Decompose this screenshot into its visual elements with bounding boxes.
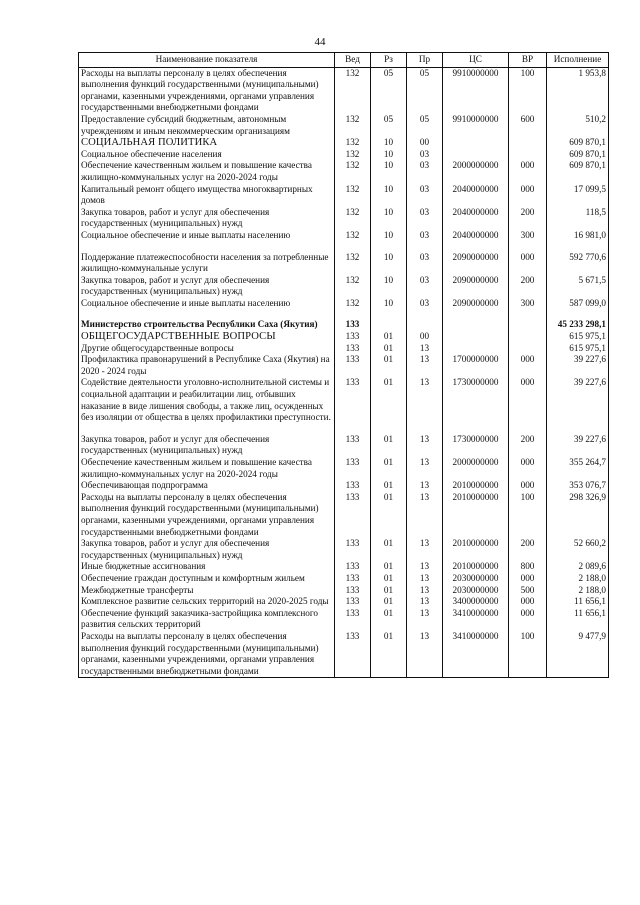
cell-rz: 10 bbox=[371, 160, 407, 183]
cell-ved: 132 bbox=[335, 298, 371, 310]
table-row bbox=[79, 434, 609, 457]
cell-name: Обеспечивающая подпрограмма bbox=[79, 480, 335, 492]
spacer-row bbox=[79, 242, 609, 252]
cell-name: Иные бюджетные ассигнования bbox=[79, 561, 335, 573]
cell-exec: 16 981,0 bbox=[547, 230, 609, 242]
cell-ved: 133 bbox=[335, 319, 371, 331]
table-row bbox=[79, 160, 609, 183]
table-row bbox=[79, 252, 609, 275]
cell-cs: 2010000000 bbox=[443, 538, 509, 561]
cell-cs: 1730000000 bbox=[443, 377, 509, 423]
cell-name: Содействие деятельности уголовно-исполнительной системы и социальной адаптации и реабилитации лиц, отбывших наказание в виде лишения свободы, а также лиц, осужденных без изоляции от общества в целях профилактики преступности. bbox=[79, 377, 335, 423]
table-row bbox=[79, 343, 609, 355]
cell-rz: 10 bbox=[371, 207, 407, 230]
cell-name: Закупка товаров, работ и услуг для обеспечения государственных (муниципальных) нужд bbox=[79, 538, 335, 561]
cell-exec: 298 326,9 bbox=[547, 492, 609, 538]
cell-exec: 510,2 bbox=[547, 114, 609, 137]
cell-vr: 200 bbox=[509, 275, 547, 298]
cell-vr: 000 bbox=[509, 573, 547, 585]
table-row bbox=[79, 631, 609, 678]
cell-ved: 132 bbox=[335, 67, 371, 114]
cell-name: Другие общегосударственные вопросы bbox=[79, 343, 335, 355]
header-ved: Вед bbox=[335, 53, 371, 68]
cell-exec: 9 477,9 bbox=[547, 631, 609, 678]
cell-pr: 13 bbox=[407, 631, 443, 678]
cell-name: Закупка товаров, работ и услуг для обеспечения государственных (муниципальных) нужд bbox=[79, 207, 335, 230]
cell-ved: 132 bbox=[335, 252, 371, 275]
cell-pr: 05 bbox=[407, 114, 443, 137]
cell-name: Социальное обеспечение населения bbox=[79, 149, 335, 161]
cell-exec: 1 953,8 bbox=[547, 67, 609, 114]
cell-cs: 9910000000 bbox=[443, 114, 509, 137]
cell-cs: 2030000000 bbox=[443, 573, 509, 585]
cell-rz: 01 bbox=[371, 343, 407, 355]
cell-exec: 592 770,6 bbox=[547, 252, 609, 275]
cell-name: ОБЩЕГОСУДАРСТВЕННЫЕ ВОПРОСЫ bbox=[79, 331, 335, 343]
cell-ved: 133 bbox=[335, 331, 371, 343]
cell-cs: 2010000000 bbox=[443, 561, 509, 573]
cell-rz: 10 bbox=[371, 137, 407, 149]
table-row bbox=[79, 298, 609, 310]
cell-cs bbox=[443, 343, 509, 355]
cell-cs: 1700000000 bbox=[443, 354, 509, 377]
cell-cs bbox=[443, 137, 509, 149]
cell-ved: 132 bbox=[335, 207, 371, 230]
cell-name: Обеспечение граждан доступным и комфортным жильем bbox=[79, 573, 335, 585]
table-row bbox=[79, 538, 609, 561]
cell-vr: 100 bbox=[509, 492, 547, 538]
cell-cs: 2090000000 bbox=[443, 275, 509, 298]
cell-exec: 615 975,1 bbox=[547, 343, 609, 355]
cell-pr: 13 bbox=[407, 608, 443, 631]
cell-pr: 03 bbox=[407, 298, 443, 310]
cell-ved: 133 bbox=[335, 585, 371, 597]
cell-cs: 2030000000 bbox=[443, 585, 509, 597]
cell-name: Закупка товаров, работ и услуг для обеспечения государственных (муниципальных) нужд bbox=[79, 275, 335, 298]
cell-name: Расходы на выплаты персоналу в целях обеспечения выполнения функций государственными (муниципальными) органами, казенными учреждениями, органами управления государственными внебюджетными фондами bbox=[79, 492, 335, 538]
cell-pr bbox=[407, 319, 443, 331]
cell-name: Социальное обеспечение и иные выплаты населению bbox=[79, 230, 335, 242]
cell-pr: 13 bbox=[407, 492, 443, 538]
cell-vr: 000 bbox=[509, 457, 547, 480]
cell-ved: 133 bbox=[335, 354, 371, 377]
cell-vr: 000 bbox=[509, 354, 547, 377]
cell-ved: 132 bbox=[335, 114, 371, 137]
cell-pr: 13 bbox=[407, 561, 443, 573]
cell-name: СОЦИАЛЬНАЯ ПОЛИТИКА bbox=[79, 137, 335, 149]
cell-pr: 13 bbox=[407, 596, 443, 608]
cell-vr: 000 bbox=[509, 377, 547, 423]
cell-exec: 39 227,6 bbox=[547, 377, 609, 423]
cell-ved: 132 bbox=[335, 275, 371, 298]
page-number: 44 bbox=[314, 36, 326, 48]
header-name: Наименование показателя bbox=[79, 53, 335, 68]
cell-rz: 01 bbox=[371, 561, 407, 573]
cell-rz: 01 bbox=[371, 492, 407, 538]
cell-rz: 01 bbox=[371, 480, 407, 492]
cell-vr: 000 bbox=[509, 596, 547, 608]
cell-cs: 3410000000 bbox=[443, 608, 509, 631]
table-row bbox=[79, 137, 609, 149]
cell-ved: 132 bbox=[335, 184, 371, 207]
cell-rz: 10 bbox=[371, 149, 407, 161]
cell-cs: 3400000000 bbox=[443, 596, 509, 608]
cell-vr: 300 bbox=[509, 298, 547, 310]
table-row bbox=[79, 585, 609, 597]
cell-cs: 1730000000 bbox=[443, 434, 509, 457]
cell-ved: 132 bbox=[335, 137, 371, 149]
cell-rz: 10 bbox=[371, 230, 407, 242]
cell-cs: 2090000000 bbox=[443, 252, 509, 275]
table-row bbox=[79, 561, 609, 573]
cell-ved: 133 bbox=[335, 631, 371, 678]
budget-table bbox=[78, 52, 609, 678]
cell-name: Обеспечение функций заказчика-застройщика комплексного развития сельских территорий bbox=[79, 608, 335, 631]
cell-name: Обеспечение качественным жильем и повышение качества жилищно-коммунальных услуг на 2020-2024 годы bbox=[79, 160, 335, 183]
cell-vr bbox=[509, 343, 547, 355]
cell-cs: 2040000000 bbox=[443, 184, 509, 207]
cell-vr: 200 bbox=[509, 434, 547, 457]
cell-cs: 3410000000 bbox=[443, 631, 509, 678]
table-body bbox=[79, 67, 609, 678]
cell-cs: 9910000000 bbox=[443, 67, 509, 114]
cell-exec: 609 870,1 bbox=[547, 149, 609, 161]
cell-exec: 609 870,1 bbox=[547, 160, 609, 183]
header-vr: ВР bbox=[509, 53, 547, 68]
cell-pr: 13 bbox=[407, 434, 443, 457]
cell-rz: 01 bbox=[371, 585, 407, 597]
cell-cs: 2090000000 bbox=[443, 298, 509, 310]
cell-vr bbox=[509, 331, 547, 343]
cell-ved: 132 bbox=[335, 149, 371, 161]
cell-cs: 2040000000 bbox=[443, 207, 509, 230]
cell-exec: 39 227,6 bbox=[547, 354, 609, 377]
cell-rz: 01 bbox=[371, 457, 407, 480]
cell-vr: 500 bbox=[509, 585, 547, 597]
table-row bbox=[79, 573, 609, 585]
cell-name: Капитальный ремонт общего имущества многоквартирных домов bbox=[79, 184, 335, 207]
table-row bbox=[79, 377, 609, 423]
cell-pr: 00 bbox=[407, 137, 443, 149]
table-row bbox=[79, 184, 609, 207]
cell-pr: 03 bbox=[407, 149, 443, 161]
cell-ved: 132 bbox=[335, 230, 371, 242]
cell-pr: 05 bbox=[407, 67, 443, 114]
cell-vr bbox=[509, 319, 547, 331]
cell-ved: 133 bbox=[335, 608, 371, 631]
header-exec: Исполнение bbox=[547, 53, 609, 68]
cell-pr: 00 bbox=[407, 331, 443, 343]
cell-name: Социальное обеспечение и иные выплаты населению bbox=[79, 298, 335, 310]
cell-pr: 13 bbox=[407, 480, 443, 492]
cell-name: Расходы на выплаты персоналу в целях обеспечения выполнения функций государственными (муниципальными) органами, казенными учреждениями, органами управления государственными внебюджетными фондами bbox=[79, 67, 335, 114]
cell-vr bbox=[509, 137, 547, 149]
table-row bbox=[79, 480, 609, 492]
cell-ved: 133 bbox=[335, 561, 371, 573]
cell-cs bbox=[443, 149, 509, 161]
cell-rz: 01 bbox=[371, 354, 407, 377]
header-cs: ЦС bbox=[443, 53, 509, 68]
cell-pr: 03 bbox=[407, 160, 443, 183]
cell-pr: 13 bbox=[407, 538, 443, 561]
table-row bbox=[79, 492, 609, 538]
cell-rz: 05 bbox=[371, 114, 407, 137]
cell-pr: 03 bbox=[407, 207, 443, 230]
cell-name: Профилактика правонарушений в Республике Саха (Якутия) на 2020 - 2024 годы bbox=[79, 354, 335, 377]
cell-rz: 10 bbox=[371, 298, 407, 310]
cell-rz: 05 bbox=[371, 67, 407, 114]
cell-exec: 45 233 298,1 bbox=[547, 319, 609, 331]
cell-name: Закупка товаров, работ и услуг для обеспечения государственных (муниципальных) нужд bbox=[79, 434, 335, 457]
cell-exec: 11 656,1 bbox=[547, 596, 609, 608]
cell-vr: 100 bbox=[509, 67, 547, 114]
cell-vr: 000 bbox=[509, 184, 547, 207]
cell-exec: 353 076,7 bbox=[547, 480, 609, 492]
header-rz: Рз bbox=[371, 53, 407, 68]
table-row bbox=[79, 331, 609, 343]
cell-exec: 2 188,0 bbox=[547, 585, 609, 597]
cell-cs: 2040000000 bbox=[443, 230, 509, 242]
cell-vr: 000 bbox=[509, 160, 547, 183]
spacer-row bbox=[79, 309, 609, 319]
cell-vr: 300 bbox=[509, 230, 547, 242]
cell-exec: 11 656,1 bbox=[547, 608, 609, 631]
cell-exec: 355 264,7 bbox=[547, 457, 609, 480]
table-row bbox=[79, 149, 609, 161]
cell-rz: 01 bbox=[371, 631, 407, 678]
cell-ved: 133 bbox=[335, 343, 371, 355]
cell-exec: 52 660,2 bbox=[547, 538, 609, 561]
table-row bbox=[79, 67, 609, 114]
table-row bbox=[79, 319, 609, 331]
cell-ved: 132 bbox=[335, 160, 371, 183]
cell-pr: 13 bbox=[407, 585, 443, 597]
cell-vr: 200 bbox=[509, 207, 547, 230]
cell-exec: 17 099,5 bbox=[547, 184, 609, 207]
cell-exec: 587 099,0 bbox=[547, 298, 609, 310]
cell-vr: 000 bbox=[509, 252, 547, 275]
cell-pr: 13 bbox=[407, 573, 443, 585]
cell-cs bbox=[443, 319, 509, 331]
cell-ved: 133 bbox=[335, 480, 371, 492]
cell-vr: 000 bbox=[509, 608, 547, 631]
cell-ved: 133 bbox=[335, 538, 371, 561]
cell-exec: 39 227,6 bbox=[547, 434, 609, 457]
cell-rz: 01 bbox=[371, 573, 407, 585]
cell-name: Обеспечение качественным жильем и повышение качества жилищно-коммунальных услуг на 2020-2024 годы bbox=[79, 457, 335, 480]
cell-ved: 133 bbox=[335, 573, 371, 585]
cell-exec: 5 671,5 bbox=[547, 275, 609, 298]
cell-pr: 03 bbox=[407, 230, 443, 242]
cell-rz: 01 bbox=[371, 377, 407, 423]
table-row bbox=[79, 207, 609, 230]
cell-cs: 2000000000 bbox=[443, 457, 509, 480]
cell-vr: 800 bbox=[509, 561, 547, 573]
header-pr: Пр bbox=[407, 53, 443, 68]
cell-pr: 13 bbox=[407, 354, 443, 377]
cell-exec: 609 870,1 bbox=[547, 137, 609, 149]
cell-vr: 000 bbox=[509, 480, 547, 492]
cell-ved: 133 bbox=[335, 377, 371, 423]
cell-rz: 10 bbox=[371, 275, 407, 298]
table-header-row bbox=[79, 53, 609, 68]
cell-vr: 600 bbox=[509, 114, 547, 137]
cell-pr: 13 bbox=[407, 377, 443, 423]
table-row bbox=[79, 596, 609, 608]
cell-rz: 01 bbox=[371, 538, 407, 561]
spacer-row bbox=[79, 424, 609, 434]
table-row bbox=[79, 608, 609, 631]
cell-name: Расходы на выплаты персоналу в целях обеспечения выполнения функций государственными (муниципальными) органами, казенными учреждениями, органами управления государственными внебюджетными фондами bbox=[79, 631, 335, 678]
cell-rz: 01 bbox=[371, 331, 407, 343]
cell-rz bbox=[371, 319, 407, 331]
table-row bbox=[79, 457, 609, 480]
cell-vr: 100 bbox=[509, 631, 547, 678]
cell-pr: 03 bbox=[407, 275, 443, 298]
cell-name: Межбюджетные трансферты bbox=[79, 585, 335, 597]
cell-pr: 03 bbox=[407, 252, 443, 275]
cell-rz: 01 bbox=[371, 596, 407, 608]
cell-pr: 13 bbox=[407, 457, 443, 480]
cell-pr: 13 bbox=[407, 343, 443, 355]
cell-name: Поддержание платежеспособности населения за потребленные жилищно-коммунальные услуги bbox=[79, 252, 335, 275]
cell-exec: 615 975,1 bbox=[547, 331, 609, 343]
cell-exec: 2 089,6 bbox=[547, 561, 609, 573]
cell-ved: 133 bbox=[335, 596, 371, 608]
cell-pr: 03 bbox=[407, 184, 443, 207]
cell-name: Комплексное развитие сельских территорий на 2020-2025 годы bbox=[79, 596, 335, 608]
cell-cs: 2010000000 bbox=[443, 492, 509, 538]
cell-vr: 200 bbox=[509, 538, 547, 561]
cell-ved: 133 bbox=[335, 434, 371, 457]
cell-rz: 10 bbox=[371, 184, 407, 207]
table-row bbox=[79, 354, 609, 377]
table-row bbox=[79, 230, 609, 242]
cell-rz: 01 bbox=[371, 608, 407, 631]
cell-rz: 01 bbox=[371, 434, 407, 457]
cell-exec: 118,5 bbox=[547, 207, 609, 230]
cell-name: Предоставление субсидий бюджетным, автономным учреждениям и иным некоммерческим организациям bbox=[79, 114, 335, 137]
table-row bbox=[79, 114, 609, 137]
table-row bbox=[79, 275, 609, 298]
cell-ved: 133 bbox=[335, 457, 371, 480]
cell-ved: 133 bbox=[335, 492, 371, 538]
cell-cs bbox=[443, 331, 509, 343]
cell-cs: 2000000000 bbox=[443, 160, 509, 183]
cell-cs: 2010000000 bbox=[443, 480, 509, 492]
cell-name: Министерство строительства Республики Саха (Якутия) bbox=[79, 319, 335, 331]
cell-exec: 2 188,0 bbox=[547, 573, 609, 585]
cell-rz: 10 bbox=[371, 252, 407, 275]
cell-vr bbox=[509, 149, 547, 161]
